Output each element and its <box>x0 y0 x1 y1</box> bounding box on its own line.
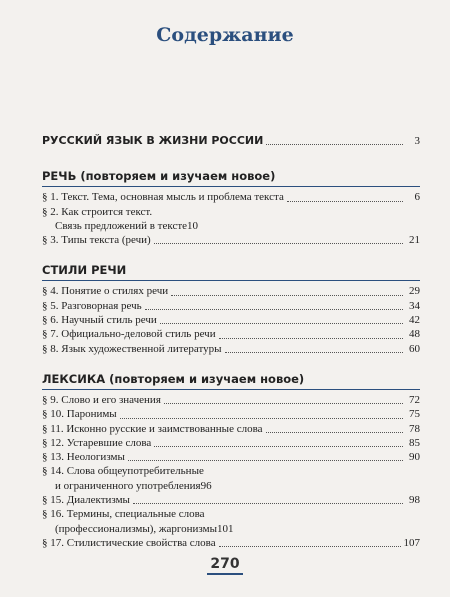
toc-entry-label-continued: и ограниченного употребления <box>55 479 201 492</box>
toc-entry-label: § 15. Диалектизмы <box>42 494 130 507</box>
toc-entry-label: § 17. Стилистические свойства слова <box>42 536 216 549</box>
toc-entry[interactable] <box>42 233 420 247</box>
toc-page-number: 101 <box>216 522 234 535</box>
leader-dots <box>120 418 403 419</box>
toc-entry[interactable] <box>42 493 420 507</box>
toc-entry[interactable] <box>42 190 420 204</box>
toc-entry[interactable] <box>42 464 420 493</box>
toc-entry[interactable] <box>42 284 420 298</box>
toc-page-number: 75 <box>409 408 420 421</box>
toc-entry-label: § 7. Официально-деловой стиль речи <box>42 328 216 341</box>
toc-page-number: 42 <box>409 314 420 327</box>
leader-dots <box>145 309 403 310</box>
toc-entry[interactable] <box>42 436 420 450</box>
toc-entry-label: § 1. Текст. Тема, основная мысль и проблема текста <box>42 191 284 204</box>
section-rule <box>42 186 420 187</box>
leader-dots <box>266 144 403 145</box>
toc-entry-label: § 9. Слово и его значения <box>42 393 161 406</box>
toc-entry-label: § 10. Паронимы <box>42 408 117 421</box>
section-heading: ЛЕКСИКА (повторяем и изучаем новое) <box>42 371 305 386</box>
leader-dots <box>154 446 403 447</box>
toc-entry[interactable] <box>42 507 420 536</box>
section-rule <box>42 280 420 281</box>
toc-entry[interactable] <box>42 450 420 464</box>
toc-entry-label: § 2. Как строится текст. <box>42 205 153 218</box>
toc-page-number: 72 <box>409 393 420 406</box>
toc-entry-label: § 14. Слова общеупотребительные <box>42 465 204 478</box>
toc-entry-intro[interactable] <box>42 134 420 148</box>
leader-dots <box>266 432 403 433</box>
leader-dots <box>171 295 403 296</box>
toc-entry-label-continued: (профессионализмы), жаргонизмы <box>55 522 217 535</box>
toc-entry-label: РУССКИЙ ЯЗЫК В ЖИЗНИ РОССИИ <box>42 134 264 147</box>
toc-page-number: 10 <box>187 219 199 232</box>
toc-page-number: 98 <box>409 494 420 507</box>
leader-dots <box>287 201 403 202</box>
toc-entry-label: § 3. Типы текста (речи) <box>42 234 151 247</box>
toc-entry-label: § 4. Понятие о стилях речи <box>42 285 169 298</box>
toc-entry-label: § 16. Термины, специальные слова <box>42 508 205 521</box>
toc-entry[interactable] <box>42 327 420 341</box>
toc-page-number: 34 <box>409 299 420 312</box>
toc-entry[interactable] <box>42 205 420 234</box>
toc-entry-label: § 12. Устаревшие слова <box>42 436 152 449</box>
page-number-footer <box>0 556 450 572</box>
toc-entry[interactable] <box>42 407 420 421</box>
leader-dots <box>133 503 403 504</box>
toc-page-number: 78 <box>409 422 420 435</box>
leader-dots <box>154 243 403 244</box>
toc-entry[interactable] <box>42 342 420 356</box>
leader-dots <box>164 403 403 404</box>
leader-dots <box>219 546 401 547</box>
leader-dots <box>160 323 403 324</box>
toc-entry[interactable] <box>42 536 420 550</box>
table-of-contents <box>42 134 420 550</box>
toc-page-number: 48 <box>409 328 420 341</box>
toc-entry-label: § 13. Неологизмы <box>42 451 125 464</box>
toc-entry[interactable] <box>42 299 420 313</box>
toc-page-number: 29 <box>409 285 420 298</box>
page-number: 270 <box>207 556 242 575</box>
toc-page-number: 21 <box>409 234 420 247</box>
page-title: Содержание <box>156 24 294 46</box>
section-heading: РЕЧЬ (повторяем и изучаем новое) <box>42 169 276 184</box>
leader-dots <box>225 352 403 353</box>
toc-entry-label-continued: Связь предложений в тексте <box>55 219 188 232</box>
leader-dots <box>219 338 403 339</box>
toc-entry[interactable] <box>42 393 420 407</box>
toc-entry-label: § 11. Исконно русские и заимствованные слова <box>42 422 263 435</box>
toc-page-number: 60 <box>409 342 420 355</box>
toc-entry-label: § 8. Язык художественной литературы <box>42 342 222 355</box>
toc-page-number: 96 <box>200 479 212 492</box>
section-rule <box>42 389 420 390</box>
toc-page-number: 107 <box>403 536 420 549</box>
section-heading: СТИЛИ РЕЧИ <box>42 263 127 278</box>
toc-entry-label: § 5. Разговорная речь <box>42 299 142 312</box>
toc-entry-label: § 6. Научный стиль речи <box>42 314 157 327</box>
toc-entry[interactable] <box>42 313 420 327</box>
toc-page-number: 3 <box>414 135 420 147</box>
toc-page-number: 6 <box>414 191 420 204</box>
leader-dots <box>128 460 403 461</box>
toc-entry[interactable] <box>42 422 420 436</box>
toc-page-number: 85 <box>409 436 420 449</box>
toc-page-number: 90 <box>409 451 420 464</box>
